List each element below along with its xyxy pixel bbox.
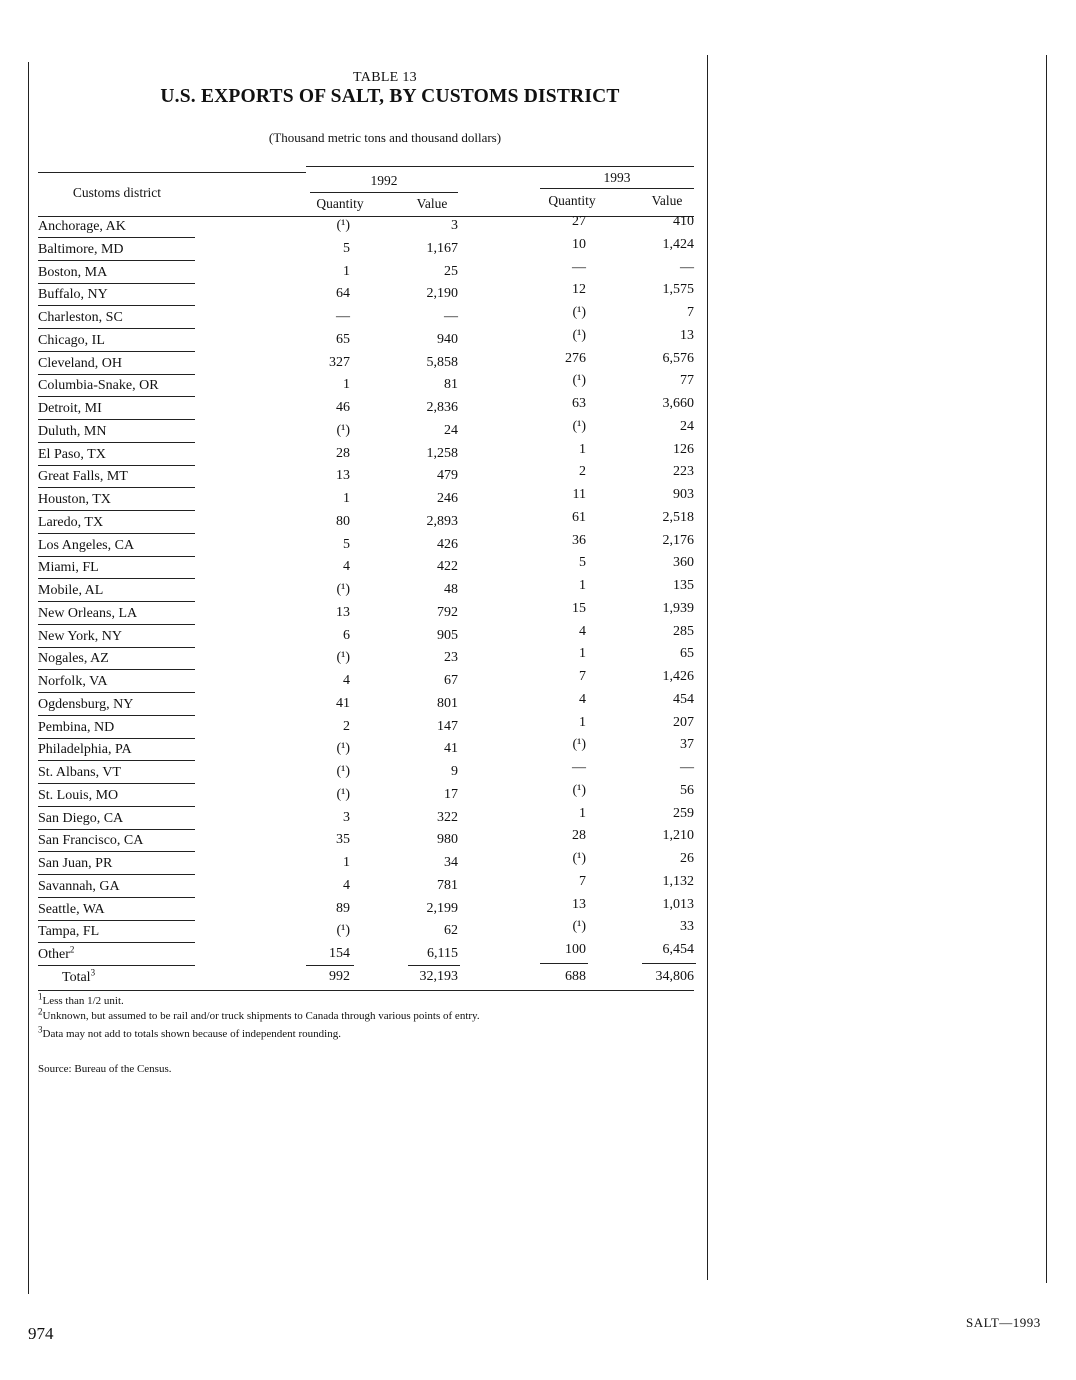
quantity-1993: 1 [579,646,586,662]
district-name: St. Albans, VT [38,765,121,780]
value-1992: 246 [437,491,458,506]
quantity-1992: (¹) [336,764,350,779]
quantity-1992: 1 [343,377,350,393]
quantity-1993: (¹) [572,418,586,434]
value-1993: 126 [673,441,694,457]
row-rule [38,965,195,966]
value-1993: 6,576 [662,350,694,366]
district-name: New York, NY [38,628,123,644]
total-row [38,967,694,989]
quantity-1992: 5 [343,536,350,552]
district-name: Duluth, MN [38,423,107,439]
table-row [38,782,694,807]
quantity-1993: 1 [579,805,586,821]
header-top-rule-left [38,172,306,173]
table-row [38,350,694,375]
value-1992: 940 [437,331,458,347]
value-1992: 147 [437,718,458,734]
value-1992: 2,893 [426,513,458,529]
quantity-1993: 1 [579,441,586,457]
value-1993: 2,518 [662,509,694,525]
district-name: Savannah, GA [38,878,120,894]
district-name: Norfolk, VA [38,674,108,689]
value-1993: 1,013 [662,896,694,912]
quantity-1993: 4 [579,623,586,639]
table-row [38,648,694,670]
quantity-1992: 89 [336,900,350,916]
district-name: Los Angeles, CA [38,537,135,553]
value-1992: 479 [437,468,458,484]
table-row [38,739,694,761]
column-header-district: Customs district [72,185,162,200]
quantity-1992: 13 [336,604,350,620]
quantity-1992: 13 [336,468,350,484]
value-1993: 135 [673,578,694,593]
quantity-1992: (¹) [336,218,350,233]
quantity-1993: (¹) [572,737,586,753]
value-1993: 1,424 [662,236,694,252]
table-row [38,623,694,648]
footnote-mark: 2 [69,944,75,955]
quantity-1993: (¹) [572,305,586,320]
rule-under-1993 [540,188,694,189]
district-name: Buffalo, NY [38,287,108,303]
value-1993: 285 [673,623,694,639]
value-1993: 1,132 [662,873,694,889]
center-column-rule [707,55,708,1280]
district-name: Pembina, ND [38,719,115,735]
table-row [38,284,694,306]
table-subtitle: (Thousand metric tons and thousand dollars) [268,130,502,145]
table-row [38,580,694,602]
value-1993: — [680,259,694,275]
district-name: San Juan, PR [38,856,113,871]
table-row [38,441,694,466]
table-row [38,600,694,625]
district-name: Columbia-Snake, OR [38,378,159,394]
value-1993: 1,426 [662,669,694,684]
footnote [38,1006,480,1022]
value-1992: 25 [444,263,458,279]
table-title: U.S. EXPORTS OF SALT, BY CUSTOMS DISTRICT [160,86,620,107]
quantity-1992: 2 [343,718,350,734]
table-row [38,896,694,921]
district-name: Philadelphia, PA [38,742,132,758]
quantity-1992: (¹) [336,786,350,802]
value-1992: 781 [437,877,458,893]
district-name: Tampa, FL [38,924,100,940]
quantity-1992: (¹) [336,650,350,666]
district-name: Miami, FL [38,560,99,576]
rule-above-total-q92 [306,965,354,966]
quantity-1993: 12 [572,282,586,298]
value-1992: 792 [437,604,458,620]
quantity-1993: (¹) [572,373,586,389]
value-1992: 9 [451,764,458,779]
footnote-mark: 3 [38,1024,43,1035]
table-row [38,216,694,238]
district-name: Houston, TX [38,492,111,507]
quantity-1993: 28 [572,828,586,844]
value-1993: 1,939 [662,600,694,616]
district-name: Mobile, AL [38,583,104,598]
source-note: Source: Bureau of the Census. [38,1063,172,1075]
district-name: Cleveland, OH [38,355,122,371]
quantity-1993: (¹) [572,851,586,866]
table-row [38,236,694,261]
value-1993: 24 [680,418,694,434]
header-top-rule-right [306,166,694,167]
quantity-1993: 13 [572,896,586,912]
quantity-1992: 4 [343,559,350,575]
column-header-value-1992: Value [416,196,448,211]
running-head: SALT—1993 [966,1315,1041,1330]
value-1992: — [444,309,458,324]
quantity-1993: 4 [579,691,586,707]
value-1992: 2,836 [426,400,458,415]
quantity-1992: (¹) [336,582,350,597]
rule-above-total-q93 [540,963,588,964]
quantity-1993: 1 [579,714,586,730]
district-name: Chicago, IL [38,332,105,348]
district-name: St. Louis, MO [38,787,119,803]
value-1992: 48 [444,582,458,597]
quantity-1992: 154 [329,946,350,961]
district-name: Nogales, AZ [38,651,109,667]
value-1993: 454 [673,691,694,707]
value-1992: 62 [444,923,458,939]
value-1992: 81 [444,377,458,393]
value-1993: 13 [680,327,694,343]
footnote-text: Less than 1/2 unit. [42,995,124,1007]
value-1993: 33 [680,919,694,935]
quantity-1993: 36 [572,532,586,548]
table-row [38,944,694,966]
quantity-1992: 64 [336,286,350,302]
value-1992: 5,858 [426,354,458,370]
value-1993: 360 [673,555,694,571]
value-1993: — [680,760,694,775]
table-bottom-rule [38,990,694,991]
quantity-1992: 35 [336,832,350,848]
district-name: Detroit, MI [38,401,102,416]
total-footnote-mark: 3 [90,967,96,978]
quantity-1992: 327 [329,354,350,370]
quantity-1992: 5 [343,240,350,256]
district-name: Baltimore, MD [38,241,124,257]
quantity-1992: (¹) [336,923,350,939]
quantity-1993: — [572,760,586,775]
district-name: Laredo, TX [38,514,104,530]
table-row [38,489,694,511]
quantity-1992: 41 [336,695,350,711]
quantity-1993: — [572,259,586,275]
value-1993: 223 [673,464,694,480]
district-name: Seattle, WA [38,901,105,917]
table-row [38,307,694,329]
table-row [38,327,694,352]
quantity-1993: 1 [579,578,586,593]
table-number: TABLE 13 [353,70,417,85]
total-value-1992: 32,193 [419,969,458,984]
table-row [38,805,694,830]
value-1992: 980 [437,832,458,848]
quantity-1993: (¹) [572,782,586,798]
quantity-1992: 1 [343,491,350,506]
quantity-1993: 27 [572,214,586,229]
footnote-mark: 2 [38,1006,43,1017]
table-row [38,466,694,488]
district-name: San Diego, CA [38,810,124,826]
column-header-value-1993: Value [651,193,683,208]
district-name: New Orleans, LA [38,605,138,621]
value-1992: 41 [444,741,458,757]
district-name: Anchorage, AK [38,219,126,234]
quantity-1992: 28 [336,445,350,461]
table-row [38,532,694,557]
column-header-1993: 1993 [603,170,631,185]
quantity-1992: 65 [336,331,350,347]
total-quantity-1992: 992 [329,969,350,984]
quantity-1992: 1 [343,855,350,870]
quantity-1992: (¹) [336,422,350,438]
district-name: Other$^2$ [38,944,75,962]
quantity-1993: 2 [579,464,586,480]
page-number: 974 [28,1324,54,1343]
table-row [38,853,694,875]
value-1992: 3 [451,218,458,233]
value-1992: 426 [437,536,458,552]
quantity-1992: 4 [343,673,350,688]
value-1993: 259 [673,805,694,821]
right-column-rule [1046,55,1047,1283]
value-1993: 3,660 [662,396,694,411]
value-1992: 17 [444,786,458,802]
value-1993: 65 [680,646,694,662]
column-header-quantity-1993: Quantity [548,193,596,208]
footnote [38,1024,341,1040]
table-row [38,509,694,534]
column-header-1992: 1992 [370,173,398,188]
value-1993: 26 [680,851,694,866]
quantity-1992: (¹) [336,741,350,757]
quantity-1993: 11 [572,487,586,502]
footnote-mark: 1 [38,991,43,1002]
value-1992: 1,167 [426,240,458,256]
quantity-1993: 63 [572,396,586,411]
quantity-1993: (¹) [572,327,586,343]
quantity-1992: 80 [336,513,350,529]
value-1992: 322 [437,809,458,825]
value-1992: 801 [437,695,458,711]
quantity-1992: 3 [343,809,350,825]
value-1992: 422 [437,559,458,575]
value-1992: 34 [444,855,458,870]
table-row [38,398,694,420]
table-row [38,375,694,397]
district-name: Charleston, SC [38,310,123,325]
rule-under-1992 [310,192,458,193]
rule-above-total-v93 [642,963,696,964]
quantity-1993: 61 [572,509,586,525]
rule-above-total-v92 [408,965,460,966]
value-1992: 905 [437,627,458,643]
quantity-1993: 276 [565,350,586,366]
table-row [38,259,694,284]
quantity-1992: 1 [343,263,350,279]
value-1993: 410 [673,214,694,229]
table-row [38,921,694,943]
district-name: Great Falls, MT [38,469,128,485]
value-1992: 23 [444,650,458,666]
table-row [38,557,694,579]
value-1992: 2,190 [426,286,458,302]
value-1993: 77 [680,373,694,389]
value-1993: 56 [680,782,694,798]
quantity-1993: 100 [565,942,586,957]
value-1993: 2,176 [662,532,694,548]
footnote-text: Unknown, but assumed to be rail and/or truck shipments to Canada through various points of entry. [42,1010,480,1022]
quantity-1992: — [336,309,350,324]
value-1993: 207 [673,714,694,730]
value-1993: 37 [680,737,694,753]
table-row [38,714,694,739]
district-name: Boston, MA [38,264,108,280]
total-label: Total$^3$ [62,967,96,985]
district-name: San Francisco, CA [38,833,144,849]
table-row [38,830,694,852]
value-1992: 1,258 [426,445,458,461]
table-row [38,671,694,693]
value-1992: 6,115 [427,946,458,961]
district-name: Ogdensburg, NY [38,696,134,712]
table-row [38,762,694,784]
quantity-1993: 10 [572,236,586,252]
total-quantity-1993: 688 [565,969,586,984]
quantity-1993: 7 [579,873,586,889]
total-value-1993: 34,806 [655,969,694,984]
district-name: El Paso, TX [38,446,106,462]
column-header-quantity-1992: Quantity [316,196,364,211]
value-1992: 24 [444,422,458,438]
quantity-1992: 4 [343,877,350,893]
value-1993: 1,575 [662,282,694,298]
table-row [38,418,694,443]
quantity-1993: 5 [579,555,586,571]
quantity-1992: 46 [336,400,350,415]
value-1992: 2,199 [426,900,458,916]
footnote-text: Data may not add to totals shown because of independent rounding. [42,1028,341,1040]
quantity-1993: 15 [572,600,586,616]
value-1992: 67 [444,673,458,688]
table-row [38,691,694,716]
left-margin-rule [28,62,29,1294]
quantity-1993: (¹) [572,919,586,935]
footnote [38,991,124,1007]
quantity-1992: 6 [343,627,350,643]
value-1993: 7 [687,305,694,320]
value-1993: 903 [673,487,694,502]
table-row [38,873,694,898]
quantity-1993: 7 [579,669,586,684]
value-1993: 6,454 [662,942,694,957]
value-1993: 1,210 [662,828,694,844]
